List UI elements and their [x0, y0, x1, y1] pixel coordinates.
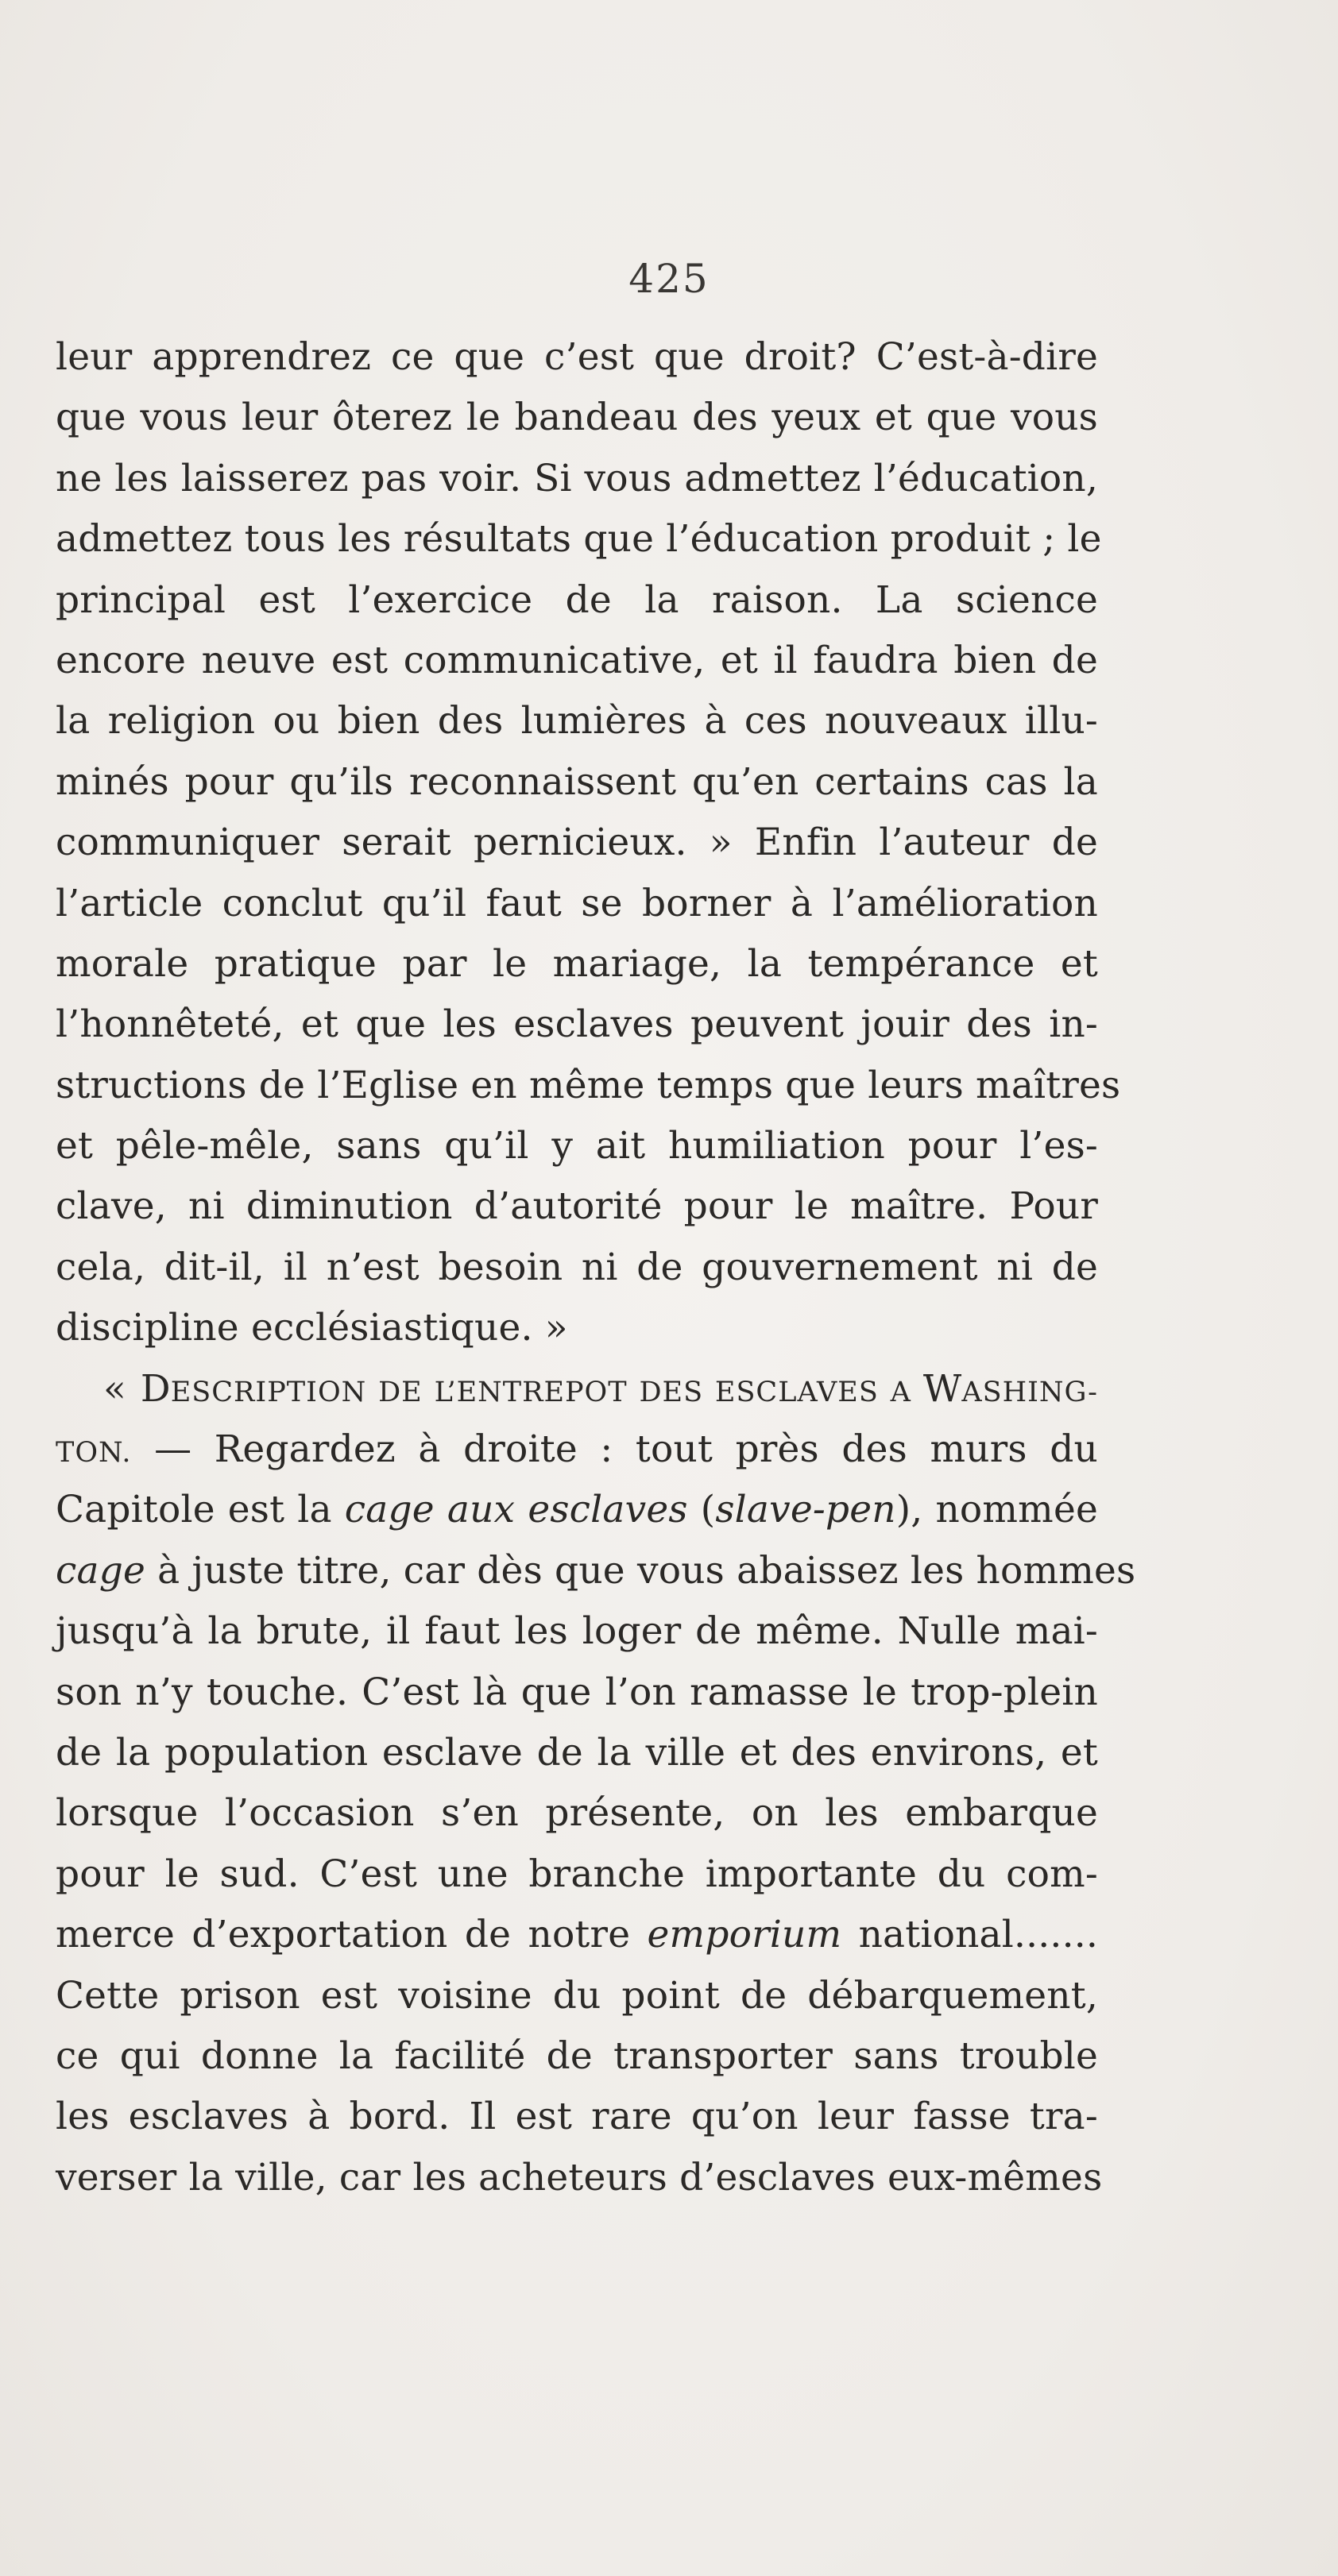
text-line	[56, 1480, 1098, 1540]
text-line: ce qui donne la facilité de transporter sans trouble	[56, 2033, 1098, 2078]
text-run: merce d’exportation de notre	[56, 1913, 648, 1957]
text-run: (	[687, 1488, 716, 1532]
text-run: à juste titre, car dès que vous abaissez les hommes	[145, 1548, 1136, 1593]
text-line: Cette prison est voisine du point de débarquement,	[56, 1973, 1098, 2018]
text-line: l’article conclut qu’il faut se borner à l’amélioration	[56, 881, 1098, 925]
text-line	[56, 1541, 1136, 1601]
text-run: ), nommée	[895, 1488, 1098, 1532]
heading-small-caps-3: TON.	[56, 1437, 132, 1470]
italic-run: emporium	[647, 1913, 842, 1957]
text-line-paragraph-end: discipline ecclésiastique. »	[56, 1306, 568, 1350]
text-line: les esclaves à bord. Il est rare qu’on leur fasse tra-	[56, 2095, 1098, 2139]
text-line: cela, dit-il, il n’est besoin ni de gouvernement ni de	[56, 1245, 1098, 1289]
text-line: que vous leur ôterez le bandeau des yeux et que vous	[56, 396, 1098, 440]
section-heading-line	[56, 1359, 1098, 1419]
text-line: lorsque l’occasion s’en présente, on les embarque	[56, 1791, 1098, 1836]
italic-run: cage aux esclaves	[344, 1488, 688, 1532]
italic-run: cage	[56, 1548, 146, 1593]
text-line: morale pratique par le mariage, la tempérance et	[56, 941, 1098, 986]
heading-continuation: — Regardez à droite : tout près des murs du	[131, 1427, 1098, 1472]
page-number: 425	[628, 256, 710, 302]
text-line: jusqu’à la brute, il faut les loger de même. Nulle mai-	[56, 1609, 1098, 1654]
text-line: l’honnêteté, et que les esclaves peuvent jouir des in-	[56, 1002, 1098, 1047]
text-line: pour le sud. C’est une branche importante du com-	[56, 1852, 1098, 1896]
open-quote: «	[103, 1366, 141, 1411]
text-line: structions de l’Eglise en même temps que leurs maîtres	[56, 1063, 1121, 1107]
text-line: admettez tous les résultats que l’éducation produit ; le	[56, 517, 1102, 562]
heading-small-caps: ESCRIPTION DE L’ENTREPOT DES ESCLAVES A	[170, 1376, 923, 1408]
heading-small-caps-2: ASHING-	[961, 1376, 1098, 1408]
text-line: et pêle-mêle, sans qu’il y ait humiliation pour l’es-	[56, 1124, 1098, 1168]
text-run: national.......	[841, 1913, 1098, 1957]
italic-run: slave-pen	[715, 1488, 896, 1532]
heading-initial-w: W	[922, 1366, 962, 1411]
heading-initial: D	[140, 1366, 171, 1411]
text-line: communiquer serait pernicieux. » Enfin l’auteur de	[56, 821, 1098, 865]
text-line: leur apprendrez ce que c’est que droit? C’est-à-dire	[56, 335, 1098, 379]
text-line: son n’y touche. C’est là que l’on ramasse le trop-plein	[56, 1670, 1098, 1714]
text-line: ne les laisserez pas voir. Si vous admettez l’éducation,	[56, 456, 1098, 500]
text-line: de la population esclave de la ville et des environs, et	[56, 1730, 1098, 1775]
text-line: la religion ou bien des lumières à ces nouveaux illu-	[56, 699, 1098, 743]
body-text	[56, 327, 1136, 2208]
text-line	[56, 1419, 1098, 1480]
text-line: verser la ville, car les acheteurs d’esclaves eux-mêmes	[56, 2155, 1103, 2199]
text-run: Capitole est la	[56, 1488, 345, 1532]
text-line	[56, 1905, 1098, 1965]
text-line: minés pour qu’ils reconnaissent qu’en certains cas la	[56, 759, 1098, 804]
text-line: encore neuve est communicative, et il faudra bien de	[56, 638, 1098, 682]
text-line: clave, ni diminution d’autorité pour le maître. Pour	[56, 1184, 1098, 1229]
text-line: principal est l’exercice de la raison. La science	[56, 577, 1098, 622]
